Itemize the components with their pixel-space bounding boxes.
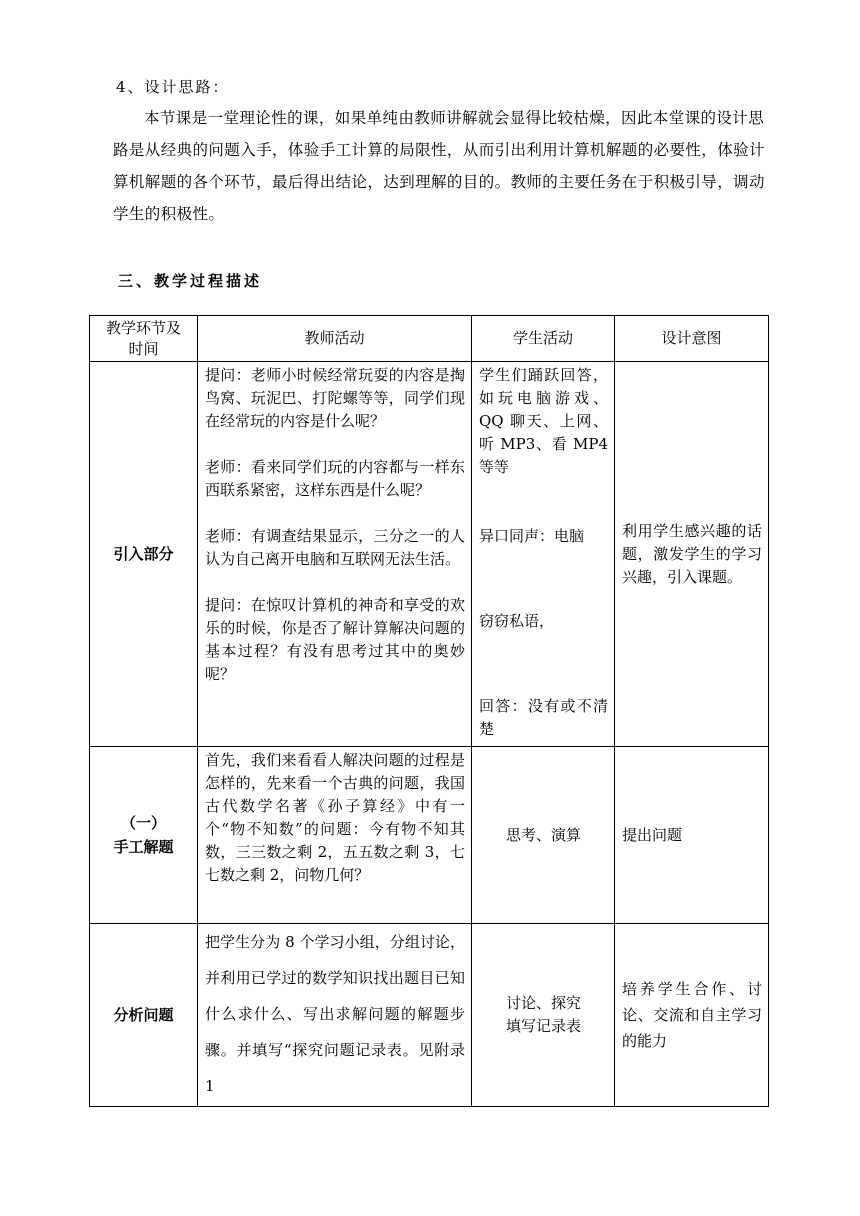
header-student-activity: 学生活动 <box>472 316 615 362</box>
header-stage: 教学环节及 时间 <box>90 316 198 362</box>
header-design-intent: 设计意图 <box>615 316 769 362</box>
student-activity-cell: 讨论、探究 填写记录表 <box>472 924 615 1107</box>
paragraph-line: 本节课是一堂理论性的课，如果单纯由教师讲解就会显得比较枯燥，因此本堂课的设计思 <box>144 109 765 127</box>
paragraph-line: 学生的积极性。 <box>113 205 225 223</box>
student-activity-cell: 思考、演算 <box>472 747 615 924</box>
paragraph-line: 路是从经典的问题入手，体验手工计算的局限性，从而引出利用计算机解题的必要性，体验计 <box>113 141 765 159</box>
design-intent-cell: 提出问题 <box>615 747 769 924</box>
teacher-activity-cell: 提问：老师小时候经常玩耍的内容是掏鸟窝、玩泥巴、打陀螺等等，同学们现在经常玩的内容是什么呢？ 老师：看来同学们玩的内容都与一样东西联系紧密，这样东西是什么呢？ 老师：有调查结果显示，三分之一的人认为自己离开电脑和互联网无法生活。 提问：在惊叹计算机的神奇和享受的欢乐的时候，你是否了解计算解决问题的基本过程？有没有思考过其中的奥妙呢？ <box>198 362 472 747</box>
table-row <box>90 747 769 924</box>
design-intent-cell: 利用学生感兴趣的话题，激发学生的学习兴趣，引入课题。 <box>615 362 769 747</box>
teacher-activity-cell: 把学生分为 8 个学习小组，分组讨论，并利用已学过的数学知识找出题目已知什么求什么、写出求解问题的解题步骤。并填写“探究问题记录表。见附录 1 <box>198 924 472 1107</box>
teaching-process-table <box>89 315 769 1107</box>
stage-cell: （一） 手工解题 <box>90 747 198 924</box>
design-idea-heading: 4、设计思路： <box>116 78 230 96</box>
table-header-row <box>90 316 769 362</box>
teacher-activity-cell: 首先，我们来看看人解决问题的过程是怎样的，先来看一个古典的问题，我国古代数学名著《孙子算经》中有一个“物不知数”的问题：今有物不知其数，三三数之剩 2，五五数之剩 3，七七数之剩 2，问物几何？ <box>198 747 472 924</box>
table-row <box>90 924 769 1107</box>
design-idea-paragraph <box>113 102 785 230</box>
table-row <box>90 362 769 747</box>
section-title: 三、教学过程描述 <box>118 272 263 290</box>
header-teacher-activity: 教师活动 <box>198 316 472 362</box>
stage-cell: 引入部分 <box>90 362 198 747</box>
stage-cell: 分析问题 <box>90 924 198 1107</box>
student-activity-cell: 学生们踊跃回答，如玩电脑游戏、QQ 聊天、上网、听 MP3、看 MP4 等等 异口同声：电脑 窃窃私语， 回答：没有或不清楚 <box>472 362 615 747</box>
paragraph-line: 算机解题的各个环节，最后得出结论，达到理解的目的。教师的主要任务在于积极引导，调动 <box>113 173 765 191</box>
design-intent-cell: 培养学生合作、讨论、交流和自主学习的能力 <box>615 924 769 1107</box>
